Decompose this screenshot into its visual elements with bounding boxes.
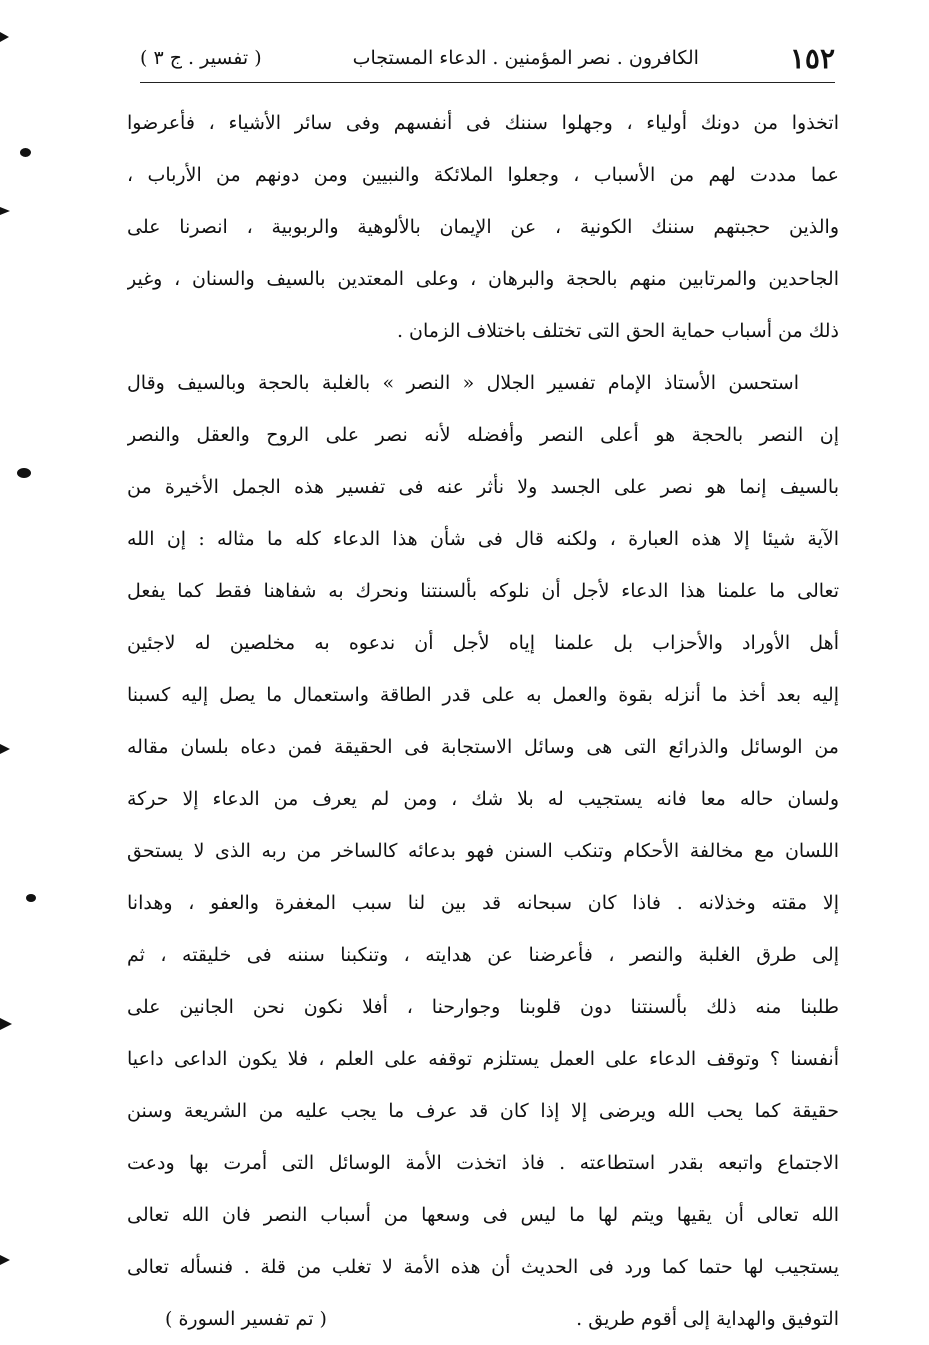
paragraph-2 xyxy=(127,357,839,1345)
text-line: إلى طرق الغلبة والنصر ، فأعرضنا عن هدايته ، وتنكبنا سننه فى خليقته ، ثم xyxy=(127,944,839,966)
page-header xyxy=(140,38,835,78)
text-line: إليه بعد أخذ ما أنزله بقوة والعمل به على قدر الطاقة واستعمال ما يصل إليه كسبنا xyxy=(127,684,839,706)
scan-edge-mark xyxy=(0,744,10,754)
closing-note: ( تم تفسير السورة ) xyxy=(165,1308,327,1330)
text-line: عما مددت لهم من الأسباب ، وجعلوا الملائكة والنبيين ومن دونهم من الأرباب ، xyxy=(127,164,839,186)
body-text xyxy=(127,97,839,1345)
running-head: الكافرون . نصر المؤمنين . الدعاء المستجاب xyxy=(352,47,699,69)
text-line: ولسان حاله معا فانه يستجيب له بلا شك ، ومن لم يعرف من الدعاء إلا حركة xyxy=(127,788,839,810)
scan-ink-blot xyxy=(17,468,31,478)
text-line: اتخذوا من دونك أولياء ، وجهلوا سننك فى أنفسهم وفى سائر الأشياء ، فأعرضوا xyxy=(127,112,839,134)
text-line: تعالى ما علمنا هذا الدعاء لأجل أن نلوكه بألسنتنا ونحرك به شفاهنا فقط كما يفعل xyxy=(127,580,839,602)
text-line: حقيقة كما يحب الله ويرضى إلا إذا كان قد عرف ما يجب عليه من الشريعة وسنن xyxy=(127,1100,839,1122)
scan-edge-mark xyxy=(0,32,9,42)
text-line: يستجيب لها حتما كما ورد فى الحديث أن هذه الأمة لا تغلب من قلة . فنسأله تعالى xyxy=(127,1256,839,1278)
text-line: والذين حجبتهم سننك الكونية ، عن الإيمان بالألوهية والربوبية ، انصرنا على xyxy=(127,216,839,238)
text-line: استحسن الأستاذ الإمام تفسير الجلال « النصر » بالغلبة بالحجة وبالسيف وقال xyxy=(127,372,799,394)
text-line: بالسيف إنما هو نصر على الجسد ولا نأثر عنه فى تفسير هذه الجمل الأخيرة من xyxy=(127,476,839,498)
header-reference: ( تفسير . ج ٣ ) xyxy=(140,47,262,69)
text-line: التوفيق والهداية إلى أقوم طريق . xyxy=(576,1308,839,1330)
scan-ink-blot xyxy=(26,894,36,902)
text-line: من الوسائل والذرائع التى هى وسائل الاستجابة فى الحقيقة فمن دعاه بلسان مقاله xyxy=(127,736,839,758)
text-line: أنفسنا ؟ وتوقف الدعاء على العمل يستلزم توقفه على العلم ، فلا يكون الداعى داعيا xyxy=(127,1048,839,1070)
final-line xyxy=(127,1293,839,1345)
scan-edge-mark xyxy=(0,207,10,215)
text-line: الآية شيئا إلا هذه العبارة ، ولكنه قال فى شأن هذا الدعاء كله ما مثاله : إن الله xyxy=(127,528,839,550)
text-line: إلا مقته وخذلانه . فاذا كان سبحانه قد بين لنا سبب المغفرة والعفو ، وهدانا xyxy=(127,892,839,914)
text-line: أهل الأوراد والأحزاب بل علمنا إياه لأجل أن ندعوه به مخلصين له لاجئين xyxy=(127,632,839,654)
text-line: الجاحدين والمرتابين منهم بالحجة والبرهان ، وعلى المعتدين بالسيف والسنان ، وغير xyxy=(127,268,839,290)
text-line: اللسان مع مخالفة الأحكام وتنكب السنن فهو بدعائه كالساخر من ربه الذى لا يستحق xyxy=(127,840,839,862)
text-line: الاجتماع واتبعه بقدر استطاعته . فاذ اتخذت الأمة الوسائل التى أمرت بها ودعت xyxy=(127,1152,839,1174)
scan-edge-mark xyxy=(0,1018,12,1030)
scan-edge-mark xyxy=(0,1255,10,1265)
text-line: ذلك من أسباب حماية الحق التى تختلف باختلاف الزمان . xyxy=(396,320,839,342)
paragraph-1 xyxy=(127,97,839,357)
scan-ink-blot xyxy=(20,148,31,157)
text-line: الله تعالى أن يقيها ويتم لها ما ليس فى وسعها من أسباب النصر فان الله تعالى xyxy=(127,1204,839,1226)
page-number: ١٥٢ xyxy=(789,41,835,75)
header-rule xyxy=(140,82,835,83)
text-line: طلبنا منه ذلك بألسنتنا دون قلوبنا وجوارحنا ، أفلا نكون نحن الجانين على xyxy=(127,996,839,1018)
text-line: إن النصر بالحجة هو أعلى النصر وأفضله لأنه نصر على الروح والعقل والنصر xyxy=(127,424,839,446)
